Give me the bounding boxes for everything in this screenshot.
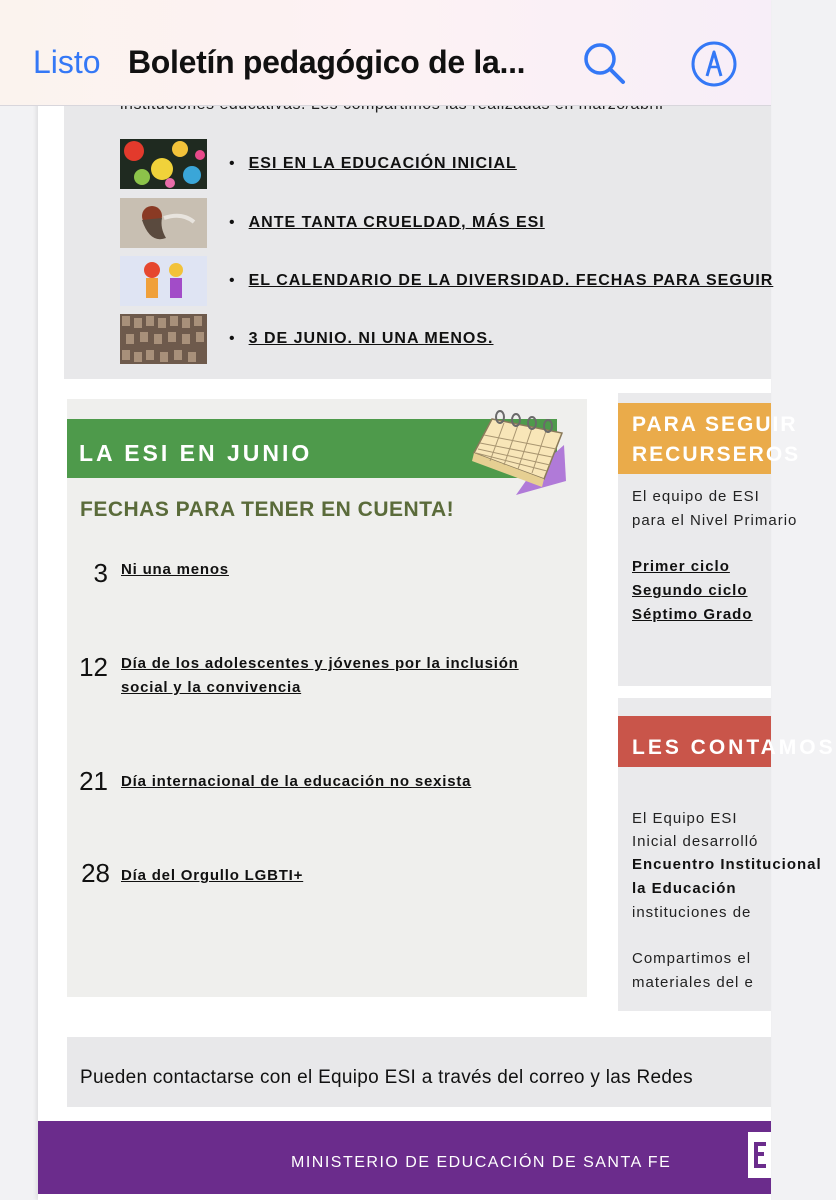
contact-bar bbox=[67, 1037, 771, 1107]
resources-text: El equipo de ESI bbox=[632, 488, 760, 505]
date-number: 28 bbox=[81, 858, 110, 888]
link-row bbox=[120, 138, 517, 190]
date-number: 3 bbox=[93, 558, 108, 588]
news-text: Inicial desarrolló bbox=[632, 833, 759, 850]
news-text-bold: Encuentro Institucional bbox=[632, 856, 822, 873]
thumbnail-image bbox=[120, 256, 207, 306]
date-link-adolescentes-cont[interactable]: social y la convivencia bbox=[121, 679, 302, 696]
bullet: • bbox=[229, 155, 235, 172]
date-number: 12 bbox=[79, 652, 108, 682]
ministry-logo bbox=[748, 1132, 771, 1178]
link-esi-inicial[interactable]: ESI EN LA EDUCACIÓN INICIAL bbox=[248, 155, 517, 172]
link-row bbox=[120, 197, 545, 249]
viewer-toolbar bbox=[0, 0, 771, 106]
resources-banner-line2: RECURSEROS bbox=[632, 443, 801, 466]
done-button[interactable]: Listo bbox=[33, 44, 101, 80]
link-septimo-grado[interactable]: Séptimo Grado bbox=[632, 606, 753, 623]
june-banner-title: LA ESI EN JUNIO bbox=[79, 440, 313, 466]
thumbnail-image bbox=[120, 198, 207, 248]
resources-banner bbox=[618, 403, 801, 474]
bullet: • bbox=[229, 214, 235, 231]
markup-pen-icon[interactable] bbox=[690, 40, 738, 88]
link-ni-una-menos[interactable]: 3 DE JUNIO. NI UNA MENOS. bbox=[248, 330, 494, 347]
link-segundo-ciclo[interactable]: Segundo ciclo bbox=[632, 582, 748, 599]
resources-banner-line1: PARA SEGUIR bbox=[632, 413, 798, 436]
resources-text: para el Nivel Primario bbox=[632, 512, 798, 529]
thumbnail-image bbox=[120, 139, 207, 189]
link-primer-ciclo[interactable]: Primer ciclo bbox=[632, 558, 730, 575]
news-banner-title: LES CONTAMOS bbox=[632, 736, 836, 759]
june-subhead: FECHAS PARA TENER EN CUENTA! bbox=[80, 498, 455, 521]
date-link-adolescentes[interactable]: Día de los adolescentes y jóvenes por la inclusión bbox=[121, 655, 519, 672]
bullet: • bbox=[229, 330, 235, 347]
calendar-icon bbox=[470, 405, 570, 501]
date-number: 21 bbox=[79, 766, 108, 796]
link-calendario-diversidad[interactable]: EL CALENDARIO DE LA DIVERSIDAD. FECHAS PARA SEGUIR bbox=[248, 272, 774, 289]
footer bbox=[38, 1121, 771, 1194]
footer-text: MINISTERIO DE EDUCACIÓN DE SANTA FE bbox=[291, 1154, 672, 1171]
document-title: Boletín pedagógico de la... bbox=[128, 44, 526, 80]
news-text-bold: la Educación bbox=[632, 880, 737, 897]
link-row bbox=[120, 313, 494, 365]
date-link-orgullo[interactable]: Día del Orgullo LGBTI+ bbox=[121, 867, 304, 884]
contact-text: Pueden contactarse con el Equipo ESI a través del correo y las Redes bbox=[80, 1067, 693, 1088]
news-text: materiales del e bbox=[632, 974, 754, 991]
news-text: instituciones de bbox=[632, 904, 752, 921]
link-row bbox=[120, 255, 773, 307]
news-text: El Equipo ESI bbox=[632, 810, 738, 827]
link-crueldad[interactable]: ANTE TANTA CRUELDAD, MÁS ESI bbox=[248, 214, 545, 231]
search-icon[interactable] bbox=[581, 40, 627, 86]
news-banner bbox=[618, 716, 836, 767]
date-link-no-sexista[interactable]: Día internacional de la educación no sexista bbox=[121, 773, 472, 790]
bullet: • bbox=[229, 272, 235, 289]
news-text: Compartimos el bbox=[632, 950, 752, 967]
date-link-ni-una-menos[interactable]: Ni una menos bbox=[121, 561, 229, 578]
thumbnail-image bbox=[120, 314, 207, 364]
